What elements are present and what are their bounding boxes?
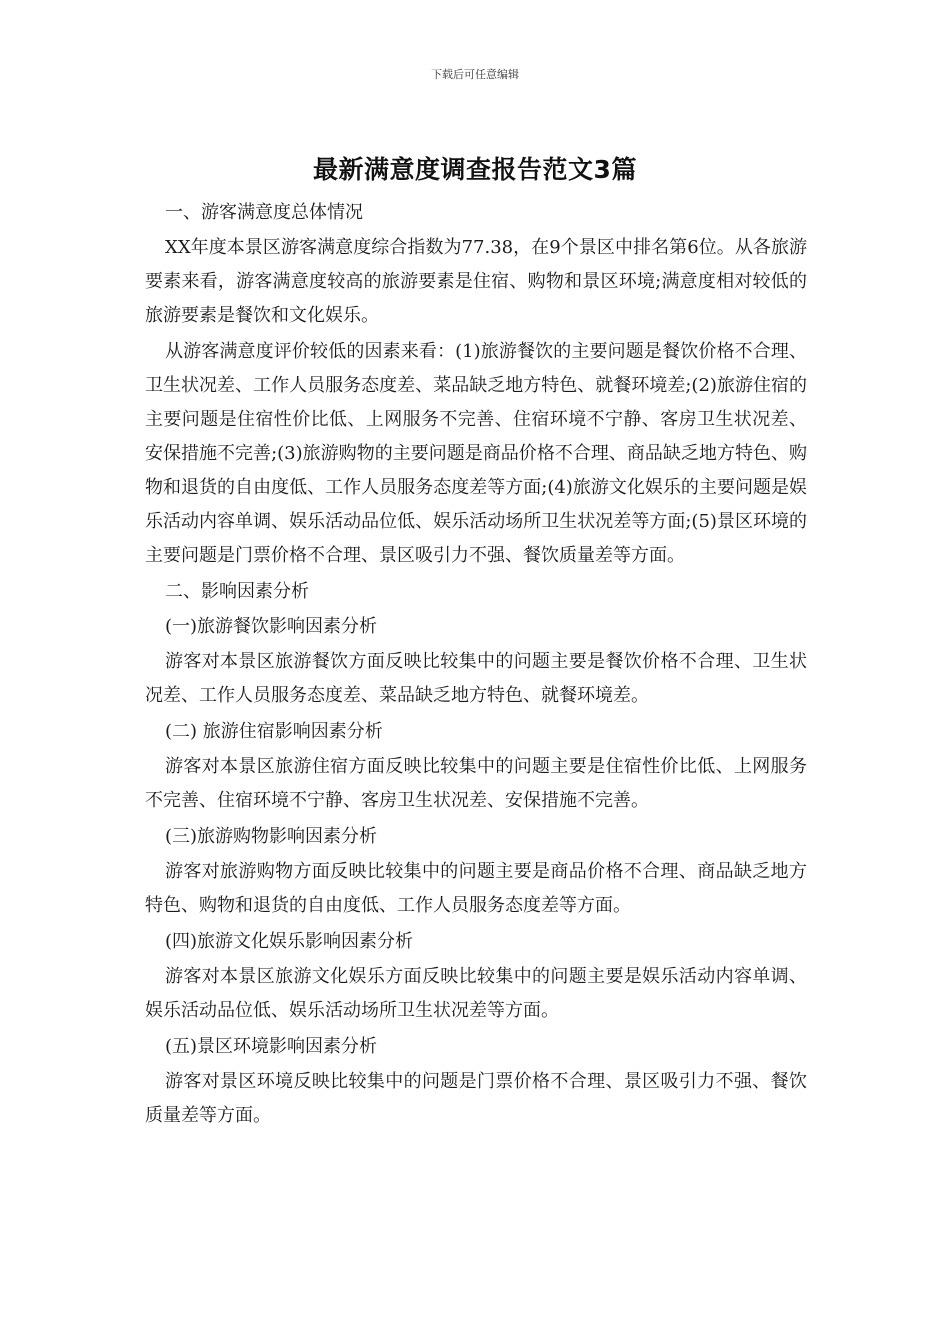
section-heading-1: 一、游客满意度总体情况 (165, 202, 363, 223)
subheading-entertainment: (四)旅游文化娱乐影响因素分析 (165, 931, 414, 952)
paragraph-environment: 游客对景区环境反映比较集中的问题是门票价格不合理、景区吸引力不强、餐饮质量差等方面。 (145, 1071, 807, 1126)
paragraph-dining: 游客对本景区旅游餐饮方面反映比较集中的问题主要是餐饮价格不合理、卫生状况差、工作人员服务态度差、菜品缺乏地方特色、就餐环境差。 (145, 651, 807, 706)
document-title: 最新满意度调查报告范文3篇 (313, 155, 637, 184)
paragraph-overall-index: XX年度本景区游客满意度综合指数为77.38，在9个景区中排名第6位。从各旅游要素来看，游客满意度较高的旅游要素是住宿、购物和景区环境;满意度相对较低的旅游要素是餐饮和文化娱乐。 (145, 237, 807, 326)
subheading-lodging: (二) 旅游住宿影响因素分析 (165, 721, 383, 742)
paragraph-low-factors: 从游客满意度评价较低的因素来看：(1)旅游餐饮的主要问题是餐饮价格不合理、卫生状况差、工作人员服务态度差、菜品缺乏地方特色、就餐环境差;(2)旅游住宿的主要问题是住宿性价比低、上网服务不完善、住宿环境不宁静、客房卫生状况差、安保措施不完善;(3)旅游购物的主要问题是商品价格不合理、商品缺乏地方特色、购物和退货的自由度低、工作人员服务态度差等方面;(4)旅游文化娱乐的主要问题是娱乐活动内容单调、娱乐活动品位低、娱乐活动场所卫生状况差等方面;(5)景区环境的主要问题是门票价格不合理、景区吸引力不强、餐饮质量差等方面。 (145, 341, 807, 566)
page-header-note: 下载后可任意编辑 (431, 68, 519, 81)
paragraph-lodging: 游客对本景区旅游住宿方面反映比较集中的问题主要是住宿性价比低、上网服务不完善、住宿环境不宁静、客房卫生状况差、安保措施不完善。 (145, 756, 807, 811)
document-body (145, 196, 807, 1135)
paragraph-shopping: 游客对旅游购物方面反映比较集中的问题主要是商品价格不合理、商品缺乏地方特色、购物和退货的自由度低、工作人员服务态度差等方面。 (145, 861, 807, 916)
subheading-dining: (一)旅游餐饮影响因素分析 (165, 616, 378, 637)
subheading-environment: (五)景区环境影响因素分析 (165, 1036, 378, 1057)
paragraph-entertainment: 游客对本景区旅游文化娱乐方面反映比较集中的问题主要是娱乐活动内容单调、娱乐活动品位低、娱乐活动场所卫生状况差等方面。 (145, 966, 807, 1021)
section-heading-2: 二、影响因素分析 (165, 581, 309, 602)
subheading-shopping: (三)旅游购物影响因素分析 (165, 826, 378, 847)
